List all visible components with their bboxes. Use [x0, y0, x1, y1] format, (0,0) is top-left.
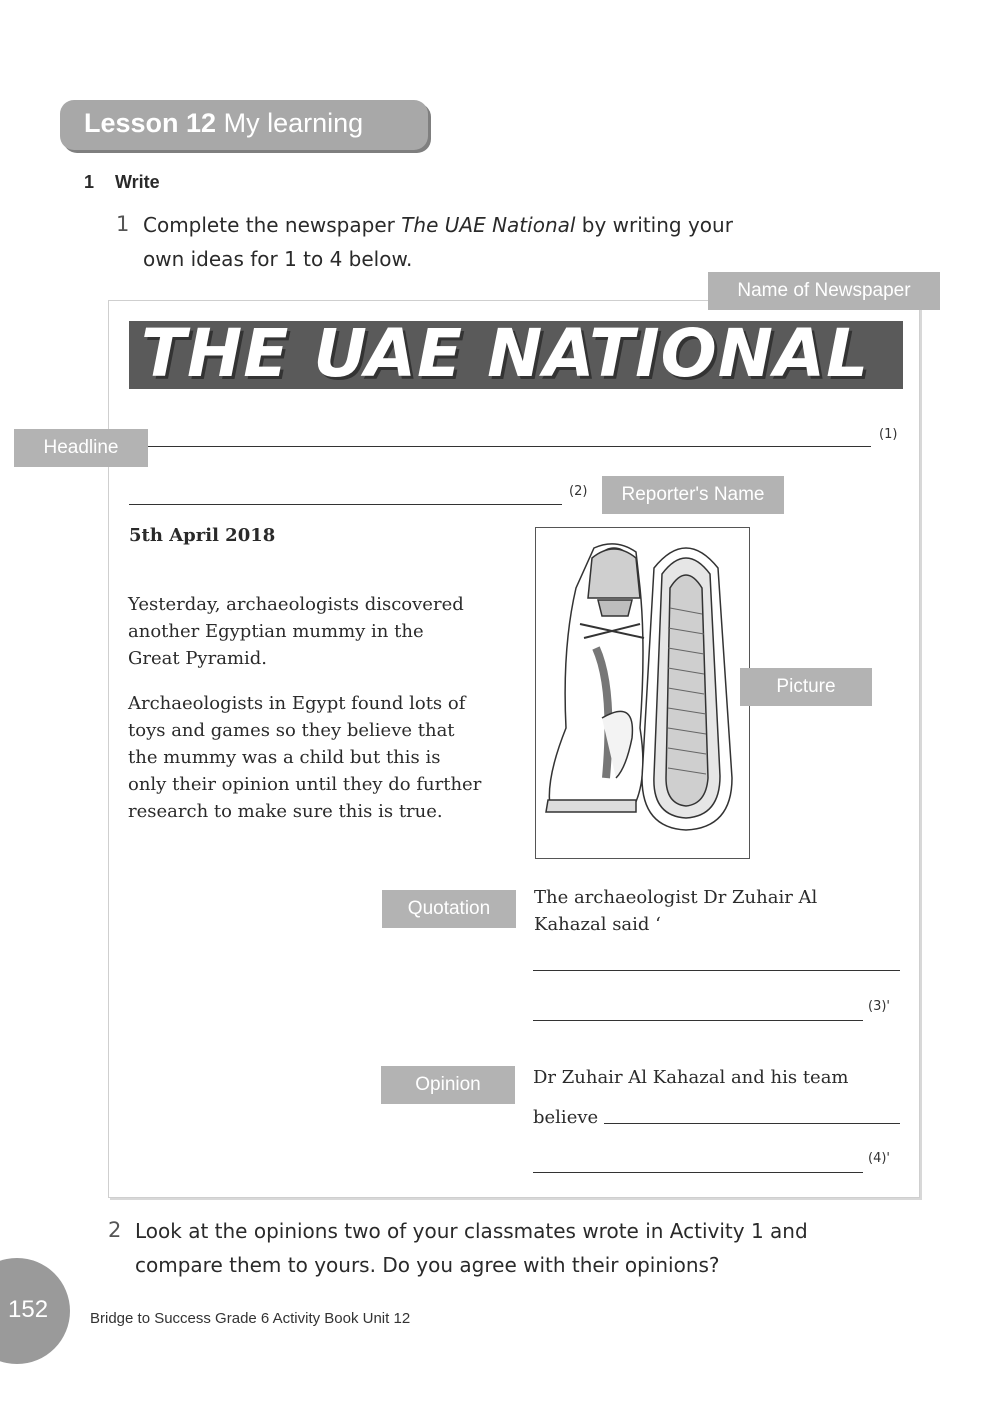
masthead-text: THE UAE NATIONAL — [141, 321, 870, 389]
reporter-mark: (2) — [569, 484, 588, 499]
article-date: 5th April 2018 — [129, 525, 276, 546]
reporters-name-label: Reporter's Name — [602, 476, 784, 514]
page-number-badge — [0, 1258, 70, 1364]
picture-label: Picture — [740, 668, 872, 706]
name-of-newspaper-label: Name of Newspaper — [708, 272, 940, 310]
opinion-believe: believe — [533, 1107, 599, 1128]
reporter-answer-line[interactable] — [129, 504, 562, 505]
article-paragraph-1: Yesterday, archaeologists discovered another Egyptian mummy in the Great Pyramid. — [128, 594, 464, 669]
opinion-label: Opinion — [381, 1066, 515, 1104]
lesson-title: Lesson 12 My learning — [84, 108, 364, 138]
question-2-text: Look at the opinions two of your classmates wrote in Activity 1 and compare them to yours. Do you agree with their opinions? — [135, 1219, 808, 1277]
headline-label: Headline — [14, 429, 148, 467]
opinion-answer-line-2[interactable] — [533, 1172, 863, 1173]
opinion-text: Dr Zuhair Al Kahazal and his team — [533, 1067, 849, 1088]
quotation-answer-line-2[interactable] — [533, 1020, 863, 1021]
quotation-answer-line-1[interactable] — [533, 970, 900, 971]
article-paragraph-2: Archaeologists in Egypt found lots of toys and games so they believe that the mummy was a child but this is only their opinion until they do further research to make sure this is true. — [128, 693, 482, 822]
footer-text: Bridge to Success Grade 6 Activity Book Unit 12 — [90, 1310, 411, 1327]
quotation-text: The archaeologist Dr Zuhair Al Kahazal said ‘ — [534, 887, 818, 935]
question-1-text: Complete the newspaper The UAE National by writing your own ideas for 1 to 4 below. — [143, 213, 733, 271]
opinion-mark: (4)' — [868, 1151, 890, 1166]
opinion-answer-line-1[interactable] — [604, 1123, 900, 1124]
headline-mark: (1) — [879, 427, 898, 442]
question-1-number: 1 — [116, 212, 130, 236]
quotation-mark: (3)' — [868, 999, 890, 1014]
headline-answer-line[interactable] — [148, 446, 871, 447]
mummy-sarcophagus-illustration — [536, 528, 749, 858]
section-number: 1 — [84, 172, 95, 192]
section-title: Write — [115, 172, 160, 192]
mummy-picture — [535, 527, 750, 859]
question-2-number: 2 — [108, 1218, 122, 1242]
page-number: 152 — [8, 1296, 49, 1323]
newspaper-masthead — [129, 321, 903, 389]
quotation-label: Quotation — [382, 890, 516, 928]
lesson-banner — [60, 100, 428, 150]
